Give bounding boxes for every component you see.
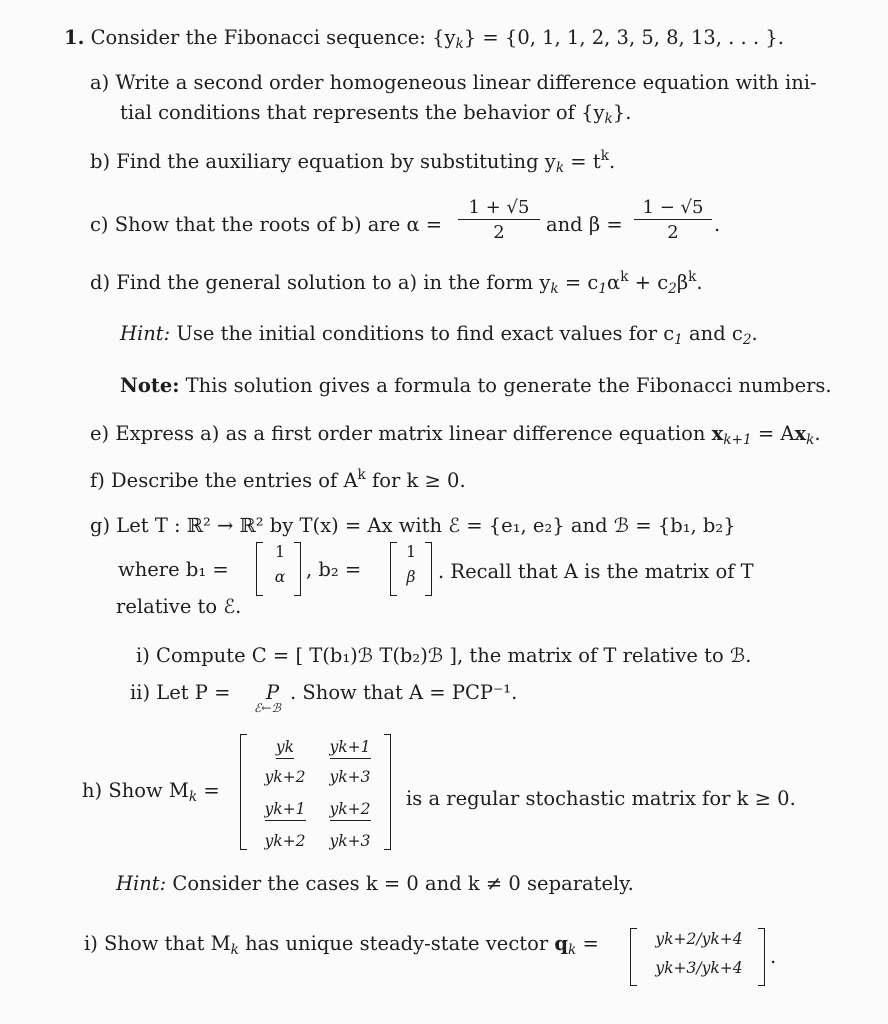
part-c-mid: and β = (546, 213, 623, 236)
part-h: h) Show $M_k$ = (82, 779, 220, 805)
part-b: b) Find the auxiliary equation by substituting $y_k = t^k$. (90, 148, 616, 176)
part-i: i) Show that $M_k$ has unique steady-state vector $q_k$ = (84, 932, 599, 958)
problem-statement: 1. Consider the Fibonacci sequence: $\{y_k\} = \{0$, 1, 1, 2, 3, 5, 8, 13, . . . }. (64, 26, 784, 52)
part-a-line2: tial conditions that represents the behavior of $\{y_k\}$. (120, 101, 632, 127)
steady-state-right-bracket (758, 928, 765, 986)
hint-cases: Hint: Consider the cases k = 0 and k ≠ 0 separately. (116, 872, 634, 895)
part-e: e) Express a) as a first order matrix linear difference equation $x_{k+1} = Ax_k$. (90, 422, 821, 448)
alpha-fraction: 1 + √5 2 (458, 197, 540, 243)
part-g-ii: ii) Let P = (130, 681, 231, 704)
part-a: a) Write a second order homogeneous linear difference equation with ini- (90, 71, 817, 94)
steady-state-left-bracket (630, 928, 637, 986)
b1-left-bracket (256, 542, 263, 596)
hint-initial-conditions: Hint: Use the initial conditions to find exact values for $c_1$ and $c_2$. (120, 322, 758, 348)
b2-right-bracket (425, 542, 432, 596)
matrix-M-right-bracket (384, 734, 391, 850)
problem-number: 1. (64, 26, 85, 49)
part-g-relative: relative to ℰ. (116, 595, 242, 618)
part-c: c) Show that the roots of b) are α = (90, 213, 443, 236)
beta-fraction: 1 − √5 2 (634, 197, 712, 243)
part-g-where: where b₁ = (118, 558, 229, 581)
b1-right-bracket (294, 542, 301, 596)
b2-left-bracket (390, 542, 397, 596)
part-g-i: i) Compute C = [ T(b₁)ℬ T(b₂)ℬ ], the matrix of T relative to ℬ. (136, 644, 752, 667)
matrix-M-left-bracket (240, 734, 247, 850)
part-h-after: is a regular stochastic matrix for k ≥ 0. (406, 787, 796, 810)
part-f: f) Describe the entries of $A^k$ for k ≥ 0. (90, 467, 466, 492)
part-g: g) Let T : ℝ² → ℝ² by T(x) = Ax with ℰ = {e₁, e₂} and ℬ = {b₁, b₂} (90, 514, 736, 537)
note: Note: This solution gives a formula to generate the Fibonacci numbers. (120, 374, 832, 397)
part-d: d) Find the general solution to a) in the form $y_k = c_1\alpha^k + c_2\beta^k$. (90, 269, 703, 297)
